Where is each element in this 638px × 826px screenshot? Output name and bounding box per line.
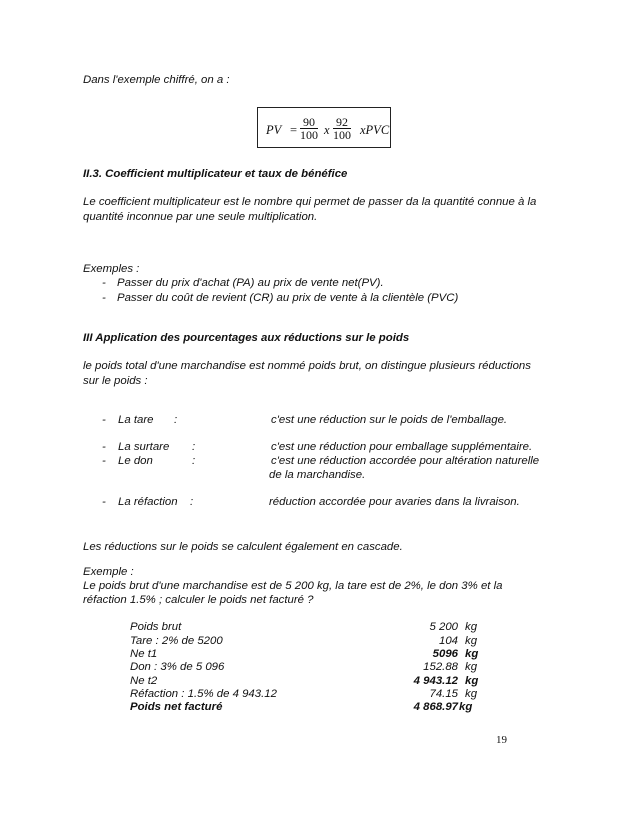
calc-row-unit: kg [465,661,478,673]
bullet-dash: - [102,496,106,508]
cascade-text: Les réductions sur le poids se calculent également en cascade. [83,541,403,553]
calc-row-unit: kg [465,675,479,687]
exemple-line-1: Le poids brut d'une marchandise est de 5 200 kg, la tare est de 2%, le don 3% et la [83,580,503,592]
calc-row-unit: kg [465,688,478,700]
intro-text: Dans l'exemple chiffré, on a : [83,74,230,86]
exemple-title: Exemple : [83,566,134,578]
bullet-dash: - [102,455,106,467]
paragraph-poids-line-1: le poids total d'une marchandise est nommé poids brut, on distingue plusieurs réductions [83,360,531,372]
fraction-2-denominator: 100 [333,128,351,142]
reduction-term: La tare [118,414,154,426]
bullet-dash: - [102,414,106,426]
reduction-definition: c'est une réduction pour emballage supplémentaire. [271,441,533,453]
reduction-colon: : [174,414,178,426]
formula-times: x [324,123,330,137]
example-item-1: Passer du prix d'achat (PA) au prix de vente net(PV). [117,277,384,289]
reduction-colon: : [192,455,196,467]
bullet-dash: - [102,441,106,453]
calc-row-unit: kg [465,635,478,647]
calc-row-unit: kg [465,621,478,633]
calc-row-value: 152.88 [423,661,458,673]
paragraph-coefficient-line-1: Le coefficient multiplicateur est le nombre qui permet de passer da la quantité connue à la [83,196,537,208]
formula-equals: = [290,123,298,137]
reduction-definition-continued: de la marchandise. [269,469,366,481]
formula-box [257,107,391,148]
paragraph-coefficient-line-2: quantité inconnue par une seule multiplication. [83,211,318,223]
formula-lhs: PV [266,123,282,137]
paragraph-poids-line-2: sur le poids : [83,375,148,387]
section-heading-2-3: II.3. Coefficient multiplicateur et taux de bénéfice [83,168,348,180]
calc-row-value: 5096 [432,648,458,660]
calc-row-value: 74.15 [429,688,458,700]
calc-row-value-total: 4 868.97 [413,701,458,713]
bullet-dash: - [102,277,106,289]
reduction-colon: : [190,496,194,508]
section-heading-3: III Application des pourcentages aux réductions sur le poids [83,332,410,344]
fraction-1-denominator: 100 [300,128,318,142]
examples-title: Exemples : [83,263,140,275]
calc-row-label: Don : 3% de 5 096 [130,661,225,673]
calc-row-label: Ne t2 [130,675,158,687]
reduction-term: Le don [118,455,153,467]
calc-row-label-total: Poids net facturé [130,701,223,713]
bullet-dash: - [102,292,106,304]
reduction-colon: : [192,441,196,453]
fraction-1 [300,116,318,141]
calc-row-label: Réfaction : 1.5% de 4 943.12 [130,688,277,700]
calc-row-unit-total: kg [459,701,473,713]
fraction-1-numerator: 90 [300,116,318,129]
exemple-line-2: réfaction 1.5% ; calculer le poids net facturé ? [83,594,314,606]
reduction-term: La surtare [118,441,170,453]
fraction-2 [333,116,351,141]
calc-row-label: Poids brut [130,621,182,633]
calc-row-label: Tare : 2% de 5200 [130,635,223,647]
reduction-definition: c'est une réduction sur le poids de l'emballage. [271,414,508,426]
reduction-definition: c'est une réduction accordée pour altération naturelle [271,455,540,467]
page-number: 19 [496,734,507,746]
formula-rhs: xPVC [360,123,390,137]
reduction-term: La réfaction [118,496,178,508]
calc-row-value: 104 [438,635,458,647]
calc-row-value: 5 200 [429,621,458,633]
calc-row-unit: kg [465,648,479,660]
reduction-definition: réduction accordée pour avaries dans la livraison. [269,496,520,508]
fraction-2-numerator: 92 [333,116,351,129]
calc-row-label: Ne t1 [130,648,158,660]
example-item-2: Passer du coût de revient (CR) au prix de vente à la clientèle (PVC) [117,292,459,304]
calc-row-value: 4 943.12 [413,675,458,687]
